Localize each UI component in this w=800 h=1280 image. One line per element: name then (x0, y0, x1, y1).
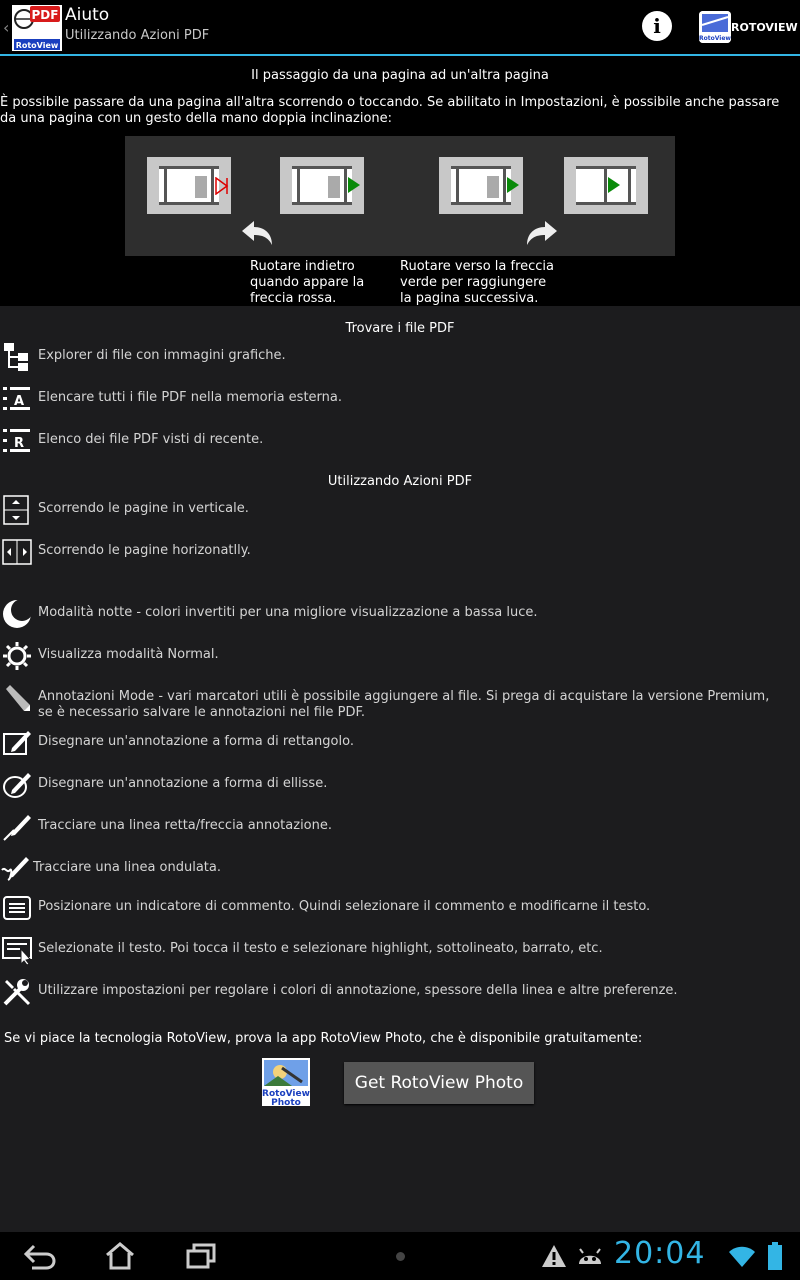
tools-icon (2, 977, 32, 1007)
list-item-text: Scorrendo le pagine in verticale. (38, 501, 249, 516)
list-item-text: Elenco dei file PDF visti di recente. (38, 432, 264, 447)
android-debug-icon (576, 1244, 604, 1268)
green-arrow-icon (507, 177, 519, 193)
page-thumb-next (564, 157, 648, 214)
list-item-text: Posizionare un indicatore di commento. Quindi selezionare il commento e modificarne il testo. (38, 899, 651, 914)
rotoview-icon[interactable] (699, 11, 731, 43)
promo-text: Se vi piace la tecnologia RotoView, prova la app RotoView Photo, che è disponibile gratuitamente: (4, 1031, 643, 1046)
rotate-forward-icon (525, 219, 559, 247)
list-item-text: Annotazioni Mode - vari marcatori utili è possibile aggiungere al file. Si prega di acquistare la versione Premium, se è necessario salvare le annotazioni nel file PDF. (38, 689, 770, 720)
red-arrow-icon (215, 177, 229, 195)
recent-apps-icon[interactable] (185, 1242, 217, 1270)
back-icon[interactable] (22, 1242, 56, 1270)
battery-icon (767, 1241, 783, 1271)
draw-rectangle-icon (2, 728, 32, 758)
list-item-text: Elencare tutti i file PDF nella memoria esterna. (38, 390, 342, 405)
list-item-text: Scorrendo le pagine horizonatlly. (38, 543, 251, 558)
list-item-text: Visualizza modalità Normal. (38, 647, 219, 662)
moon-icon (2, 599, 32, 629)
list-item-text: Selezionate il testo. Poi tocca il testo e selezionare highlight, sottolineato, barrato, etc. (38, 941, 603, 956)
file-tree-icon (2, 342, 32, 372)
page-flip-heading: Il passaggio da una pagina ad un'altra pagina (251, 68, 549, 83)
svg-text:R: R (13, 436, 25, 451)
sun-icon (2, 641, 32, 671)
list-item-text: Disegnare un'annotazione a forma di ellisse. (38, 776, 328, 791)
page-thumb-back (147, 157, 231, 214)
comment-icon (2, 893, 32, 923)
draw-line-icon (2, 812, 32, 842)
list-a-icon (2, 384, 32, 414)
info-icon[interactable]: i (642, 11, 672, 41)
get-rotoview-photo-button[interactable]: Get RotoView Photo (344, 1062, 534, 1104)
action-bar (0, 0, 800, 56)
svg-text:Photo: Photo (271, 1098, 301, 1106)
rotoview-photo-icon[interactable] (262, 1058, 310, 1106)
rotate-back-icon (240, 219, 274, 247)
green-arrow-icon (608, 177, 620, 193)
svg-text:A: A (13, 394, 25, 409)
tilt-gesture-illustration (125, 136, 675, 256)
scroll-horizontal-icon (2, 537, 32, 567)
list-item-text: Tracciare una linea retta/freccia annotazione. (38, 818, 332, 833)
caption-rotate-back: Ruotare indietro quando appare la freccia rossa. (250, 259, 365, 306)
actions-heading: Utilizzando Azioni PDF (327, 474, 473, 489)
list-item-text: Modalità notte - colori invertiti per una migliore visualizzazione a bassa luce. (38, 605, 538, 620)
brand-label[interactable]: ROTOVIEW (731, 21, 798, 34)
list-item-text: Tracciare una linea ondulata. (33, 860, 221, 875)
svg-text:RotoView: RotoView (262, 1089, 310, 1099)
app-logo[interactable] (12, 5, 62, 51)
green-arrow-icon (348, 177, 360, 193)
list-item-text: Disegnare un'annotazione a forma di rettangolo. (38, 734, 354, 749)
svg-text:PDF: PDF (31, 8, 59, 22)
svg-text:RotoView: RotoView (15, 41, 59, 50)
pencil-icon (2, 683, 32, 713)
menu-dot-icon[interactable] (396, 1252, 405, 1261)
page-subtitle: Utilizzando Azioni PDF (65, 28, 210, 43)
list-item-text: Explorer di file con immagini grafiche. (38, 348, 286, 363)
draw-wave-icon (0, 854, 30, 884)
warning-icon (541, 1244, 567, 1268)
page-flip-description: È possibile passare da una pagina all'altra scorrendo o toccando. Se abilitato in Impostazioni, è possibile anche passare da una pagina con un gesto della mano doppia inclinazione: (0, 95, 780, 126)
scroll-vertical-icon (2, 495, 32, 525)
page-thumb-current (280, 157, 364, 214)
list-item-text: Utilizzare impostazioni per regolare i colori di annotazione, spessore della linea e altre preferenze. (38, 983, 678, 998)
status-clock: 20:04 (614, 1236, 706, 1271)
home-icon[interactable] (104, 1241, 136, 1271)
page-thumb-current-2 (439, 157, 523, 214)
list-r-icon (2, 426, 32, 456)
draw-ellipse-icon (2, 770, 32, 800)
select-text-icon (2, 935, 32, 965)
page-title: Aiuto (65, 5, 110, 25)
up-caret-icon[interactable]: ‹ (3, 18, 10, 37)
wifi-icon (728, 1244, 756, 1268)
svg-text:RotoView: RotoView (699, 35, 731, 42)
find-files-heading: Trovare i file PDF (345, 321, 455, 336)
caption-rotate-forward: Ruotare verso la freccia verde per raggiungere la pagina successiva. (400, 259, 555, 306)
